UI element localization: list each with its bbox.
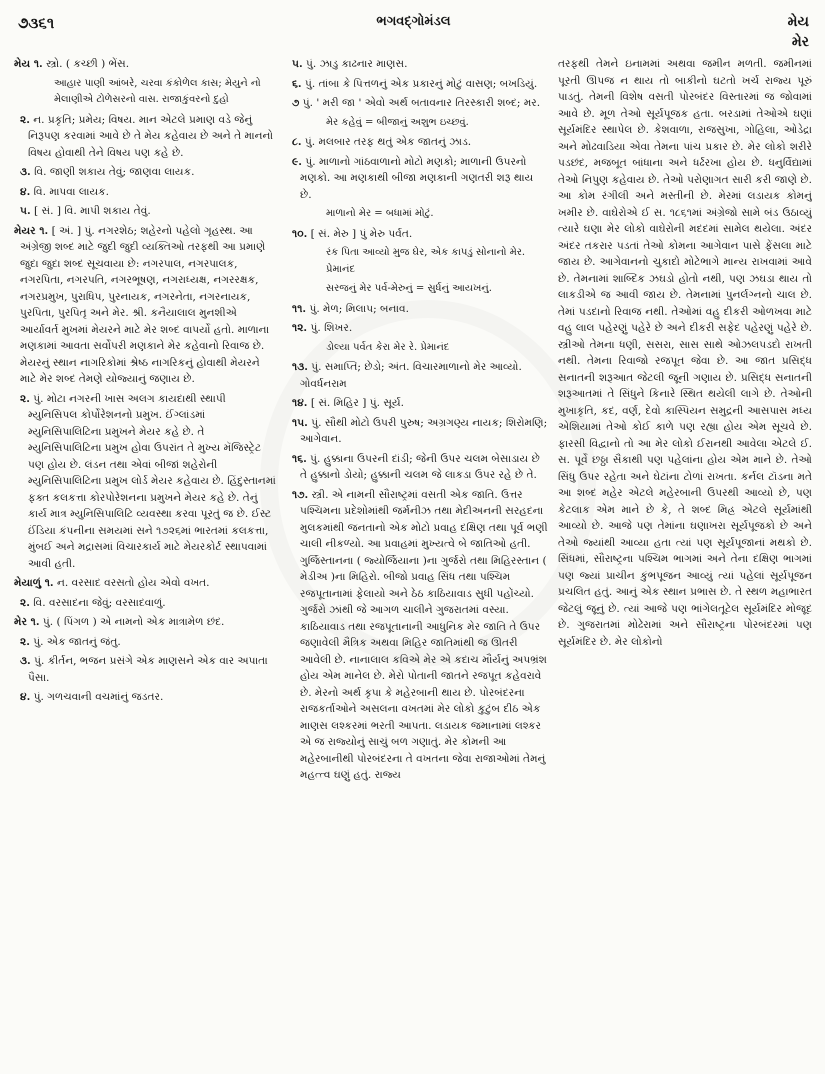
dictionary-entry bbox=[286, 56, 548, 73]
entry-text: વિ. વરસાદના જેવું; વરસાદવાળું. bbox=[29, 596, 166, 609]
entry-headword: ૨. bbox=[20, 596, 30, 609]
entry-text: [ સં. ] વિ. માપી શકાય તેવું. bbox=[30, 205, 151, 217]
guide-word-last: મેર bbox=[791, 34, 809, 50]
entry-headword: મેયાળું ૧. bbox=[14, 577, 54, 589]
dictionary-entry bbox=[14, 223, 276, 388]
entry-headword: મેય ૧. bbox=[14, 58, 43, 70]
column-1 bbox=[14, 56, 276, 1066]
entry-headword: ૯. bbox=[292, 155, 302, 168]
entry-text: [ સં. મેરુ ] પું મેરુ પર્વત. bbox=[307, 227, 413, 240]
entry-headword: ૧૪. bbox=[292, 397, 308, 409]
dictionary-entry bbox=[14, 653, 276, 686]
dictionary-entry bbox=[286, 340, 548, 357]
entry-headword: ૫. bbox=[292, 58, 303, 70]
column-2 bbox=[286, 56, 548, 1066]
dictionary-entry bbox=[286, 415, 548, 448]
continued-paragraph: તરફથી તેમને ઇનામમાં અથવા જમીન મળતી. જમીનમાં પૂરતી ઊપજ ન થાય તો બાકીનો ઘટતો ખર્ચ રાજ્ય પૂરું પાડતું. તેમની વિશેષ વસતી પોરબંદર વિસ્તારમાં જ જોવામાં આવે છે. મૂળ તેઓ સૂર્યપૂજક હતા. બરડામાં તેઓએ ઘણાં સૂર્યમંદિર સ્થાપેલ છે. કેશવાળા, રાજસુખા, ગોહિલા, ઓડેદ્રા અને મોઢવાડિયા એવા તેમના પાંચ પ્રકાર છે. મેર લોકો શરીરે પડછંદ, મજબૂત બાંધાના અને ધર્ઢરખા હોય છે. ધનુર્વિદ્યામાં તેઓ નિપુણ કહેવાય છે. તેઓ પરોણાગત સારી કરી જાણે છે. આ કોમ રંગીલી અને મસ્તીની છે. મેરમાં લડાયક કોમનું ખમીર છે. વાઘેરોએ ઈ સ. ૧૮૬૧માં અંગ્રેજો સામે બંડ ઉઠાવ્યું ત્યારે ઘણા મેર લોકો વાઘેરોની મદદમાં સામેલ થયેલા. અંદર અંદર તકરાર પડતાં તેઓ કોમના આગેવાન પાસે ફેંસલા માટે જાય છે. આગેવાનનો ચુકાદો મોટેભાગે માન્ય રાખવામાં આવે છે. તેમનામાં શાબ્દિક ઝઘડો હોતો નથી, પણ ઝઘડા થાય તો લાકડીએ જ આવી જાય છે. તેમનામાં પુનર્લગ્નનો ચાલ છે. તેમાં પડદાનો રિવાજ નથી. તેઓમાં વહુ દીકરી ઓળખવા માટે વહુ લાલ પહેરણું પહેરે છે અને દીકરી સફેદ પહેરણું પહેરે છે. સ્ત્રીઓ તેમના ધણી, સસરા, સાસ સાથે ઓઝલપડદો રાખતી નથી. તેમના રિવાજો રજપૂત જેવા છે. આ જાત પ્રસિદ્ધ સનાતની શરૂઆત જેટલી જૂની ગણાય છે. પ્રસિદ્ધ સનાતની શરૂઆતમાં તે સિંધુને કિનારે સ્થિત થયેલી લાગે છે. તેઓની મુખાકૃતિ, કદ, વર્ણ, દેવો કાસ્પિયન સમુદ્રની આસપાસ મધ્ય એશિયામાં તેઓ કોઈ કાળે પણ રહ્યા હોય એમ સૂચવે છે. ફારસી વિદ્વાનો તો આ મેર લોકો ઈરાનથી આવેલા એટલે ઈ. સ. પૂર્વે છઠ્ઠા સૈકાથી પણ પહેલાંના હોય એમ માને છે. તેઓ સિંધુ ઉપર રહેતા અને ઘેટાંના ટોળાં રાખતા. કર્નલ ટૉડના મતે આ શબ્દ મહેર એટલે મહેરબાની ઉપરથી આવ્યો છે, પણ કેટલાક એમ માને છે કે, તે શબ્દ મિહ્ર એટલે સૂર્યમાંથી આવ્યો છે. આજે પણ તેમાંના ઘણાખરા સૂર્યપૂજકો છે અને તેઓ જ્યાંથી આવ્યા હતા ત્યાં પણ સૂર્યપૂજાનાં મથકો છે. સિંધમાં, સૌરાષ્ટ્રના પશ્ચિમ ભાગમાં અને તેના દક્ષિણ ભાગમાં પણ જ્યાં પ્રાચીન કુંભપૂજન આવ્યું ત્યાં પહેલાં સૂર્યપૂજન પ્રચલિત હતું. આનું એક સ્થાન પ્રભાસ છે. તે સ્થળ મહાભારત જેટલું જૂનું છે. ત્યાં આજે પણ ભાંગેલતૂટેલ સૂર્યમંદિર મોજૂદ છે. ગુજરાતમાં મોઢેરામાં અને સૌરાષ્ટ્રના પોરબંદરમાં પણ સૂર્યમંદિર છે. મેર લોકોનો bbox=[558, 58, 812, 648]
dictionary-entry bbox=[286, 226, 548, 243]
dictionary-entry bbox=[14, 689, 276, 706]
entry-headword: ૧૬. bbox=[292, 452, 307, 465]
dictionary-entry bbox=[14, 184, 276, 201]
entry-text: માળાનો મેર = બધામાં મોટું. bbox=[326, 208, 434, 219]
entry-text: આહાર પાણી આંબરે, ચરવા કંકોળેલ કાસ; મેયુને નો મેલાણીએ ટોળેસરનો વાસ. રાજાકુંવરનો દુહો bbox=[54, 77, 261, 105]
entry-headword: ૩. bbox=[20, 655, 31, 667]
dictionary-entry bbox=[286, 76, 548, 93]
entry-headword: ૮. bbox=[292, 136, 302, 148]
entry-text: [ અં. ] પું. નગરશેઠ; શહેરનો પહેલો ગૃહસ્થ. આ અંગ્રેજી શબ્દ માટે જુદી જુદી વ્યક્તિઓ તરફથી આ પ્રમાણે જુદા જુદા શબ્દ સૂચવાયા છે: નગરપાલ, નગરપાલક, નગરપિતા, નગરપતિ, નગરભૂષણ, નગરાધ્યક્ષ, નગરરક્ષક, નગરપ્રમુખ, પુરાધિપ, પુરનાયક, નગરનેતા, નગરનાયક, પુરપિતા, પુરપિતૃ અને મેર. શ્રી. કનૈયાલાલ મુનશીએ આર્યાવર્ત મુખમાં મેયરને માટે મેર શબ્દ વાપર્યો હતો. માળાના મણકામાં આવતા સર્વોપરી મણકાને મેર કહેવાનો રિવાજ છે. મેયરનું સ્થાન નાગરિકોમાં શ્રેષ્ઠ નાગરિકનું હોવાથી મેયરને માટે મેર શબ્દ તેમણે યોજ્યાનું જણાય છે. bbox=[20, 224, 270, 385]
entry-text: વિ. માપવા લાયક. bbox=[30, 185, 110, 198]
entry-text: પું. એક જાતનું જંતુ. bbox=[29, 635, 121, 648]
dictionary-entry bbox=[286, 134, 548, 151]
dictionary-entry bbox=[286, 451, 548, 484]
dictionary-entry bbox=[286, 245, 548, 278]
entry-text: પું. સૌથી મોટો ઉપરી પુરુષ; અગ્રગણ્ય નાયક; શિરોમણિ; આગેવાન. bbox=[300, 416, 548, 445]
entry-headword: ૧૧. bbox=[292, 302, 307, 315]
entry-text: ન. વરસાદ વરસતો હોય એવો વખત. bbox=[53, 577, 210, 589]
dictionary-entry bbox=[14, 391, 276, 573]
dictionary-entry bbox=[14, 112, 276, 162]
entry-headword: ૩. bbox=[20, 166, 31, 178]
column-3 bbox=[558, 56, 812, 1066]
entry-headword: ૨. bbox=[20, 635, 30, 648]
entry-text: મેર કહેવું = બીજાનું અશુભ ઇચ્છવું. bbox=[326, 116, 469, 128]
dictionary-entry bbox=[14, 164, 276, 181]
entry-text: પું. માળાનો ગાંઠવાળાનો મોટો મણકો; માળાની ઉપરનો મણકો. આ મણકાથી બીજા મણકાની ગણતરી શરૂ થાય છે. bbox=[300, 155, 534, 201]
entry-headword: ૨. bbox=[20, 392, 30, 405]
entry-text: પું. ઝાડુ કાઢનાર માણસ. bbox=[302, 58, 408, 70]
entry-headword: મેયર ૧. bbox=[14, 224, 49, 237]
entry-text: વિ. જાણી શકાય તેવું; જાણવા લાયક. bbox=[30, 166, 195, 178]
dictionary-entry bbox=[14, 634, 276, 651]
entry-headword: ૬. bbox=[292, 77, 302, 90]
entry-text: પું. શિખર. bbox=[307, 322, 353, 334]
dictionary-entry bbox=[286, 487, 548, 784]
page-title: ભગવદ્ગોમંડલ bbox=[376, 14, 451, 29]
dictionary-entry bbox=[286, 320, 548, 337]
dictionary-entry bbox=[286, 359, 548, 392]
page-header bbox=[14, 10, 813, 56]
entry-text: સ્ત્રો. ( કચ્છી ) ભેંસ. bbox=[42, 58, 130, 70]
guide-word-first: મેય bbox=[787, 14, 809, 30]
entry-text: [ સં. મિહિર ] પું. સૂર્ય. bbox=[307, 397, 405, 409]
entry-text: પું. ( પિંગળ ) એ નામનો એક માત્રામેળ છંદ. bbox=[39, 616, 225, 628]
entry-headword: ૫. bbox=[20, 205, 31, 217]
entry-headword: ૭ bbox=[292, 97, 300, 109]
dictionary-entry bbox=[286, 95, 548, 112]
entry-text: પું. મોટા નગરની ખાસ અલગ કાયદાથી સ્થાપી મ્યુનિસિપલ કોર્પોરેશનનો પ્રમુખ. ઈંગ્લાંડમાં મ્યુનિસિપાલિટિના પ્રમુખને મેયર કહે છે. તે મ્યુનિસિપાલિટિના પ્રમુખ હોવા ઉપરાંત તે મુખ્ય મૅજિસ્ટ્રેટ પણ હોય છે. લંડન તથા એવાં બીજાં શહેરોની મ્યુનિસિપાલિટિના પ્રમુખ લોર્ડ મેયર કહેવાય છે. હિંદુસ્તાનમાં ફક્ત કલકત્તા કોરપોરેશનના પ્રમુખને મેયર કહે છે. તેનું કાર્ય માત્ર મ્યુનિસિપાલિટિ વ્યવસ્થા કરવા પૂરતું જ છે. ઈસ્ટ ઈંડિયા કંપનીના સમયમાં સને ૧૭૨૬માં ભારતમાં કલકત્તા, મુંબઈ અને મદ્રાસમાં વિચારકાર્ય માટે મેયરકોર્ટ સ્થાપવામાં આવી હતી. bbox=[28, 392, 276, 570]
entry-text: પું. ' મરી જા ' એવો અર્થ બતાવનાર તિરસ્કારી શબ્દ; મર. bbox=[299, 97, 541, 109]
entry-text: સ્ત્રી. એ નામની સૌરાષ્ટ્રમાં વસતી એક જાતિ. ઉત્તર પશ્ચિમના પ્રદેશોમાંથી જર્મનીઝ તથા મેદીઅનની સરહદના મુલકમાંથી જનતાનો એક મોટો પ્રવાહ દક્ષિણ તથા પૂર્વ ભણી ચાલી નીકળ્યો. આ પ્રવાહમાં મુખ્યત્વે બે જાતિઓ હતી. ગુર્જિસ્તાનના ( જ્યોર્જિયાના )ના ગુર્જરો તથા મિહિરસ્તાન ( મેડીઅ )ના મિહિરો. બીજો પ્રવાહ સિંધ તથા પશ્ચિમ રજપૂતાનામાં ફેલાયો અને ઠેઠ કાઠિયાવાડ સુધી પહોંચ્યો. ગુર્જરો ઝાંથી જે આગળ ચાલીને ગુજરાતમાં વસ્યા. કાઠિયાવાડ તથા રજપૂતાનાની આધુનિક મેર જાતિ તે ઉપર જણાવેલી મૈત્રિક અથવા મિહિર જાતિમાંથી જ ઊતરી આવેલી છે. નાનાલાલ કવિએ મેર એ કદાચ મૌર્યનું અપભ્રંશ હોય એમ માનેલ છે. મેરો પોતાની જાતને રજપૂત કહેવરાવે છે. મેરનો અર્થ કૃપા કે મહેરબાની થાય છે. પોરબંદરના રાજકર્તાઓને અસલના વખતમાં મેર લોકો કુટુંબ દીઠ એક માણસ લશ્કરમાં ભરતી આપતા. લડાયક જમાનામાં લશ્કર એ જ રાજ્યોનું સાચું બળ ગણાતું. મેર કોમની આ મહેરબાનીથી પોરબંદરના તે વખતના જેવા રાજાઓમાં તેમનું મહત્ત્વ ઘણું હતું. રાજ્ય bbox=[300, 488, 548, 781]
entry-headword: ૧૫. bbox=[292, 416, 308, 429]
entry-text: રંક પિતા આવ્યો મુજ ઘેર, એક કાપડું સોનાનો મેર. પ્રેમાનંદ bbox=[326, 247, 526, 275]
entry-text: પું. હુક્કાના ઉપરની દાંડી; જેની ઉપર ચલમ બેસાડાય છે તે હુક્કાનો ડોયો; હુક્કાની ચલમ જે લાકડા ઉપર રહે છે તે. bbox=[300, 452, 540, 481]
dictionary-entry bbox=[286, 281, 548, 298]
dictionary-entry bbox=[14, 575, 276, 592]
dictionary-entry bbox=[286, 206, 548, 223]
entry-text: પું. સમાપ્તિ; છેડો; અંત. વિચારમાળાનો મેર આવ્યો. ગોવર્ધનરામ bbox=[300, 361, 522, 390]
entry-headword: ૨. bbox=[20, 113, 30, 126]
guide-words bbox=[788, 12, 809, 52]
entry-headword: ૧૨. bbox=[292, 322, 308, 334]
entry-text: સરજનું મેર પર્વ-મેરુનું = સુર્ધનું આયખનું. bbox=[326, 283, 492, 294]
dictionary-entry bbox=[14, 595, 276, 612]
entry-text: પું. તાંબા કે પિત્તળનું એક પ્રકારનું મોટું વાસણ; બખડિયું. bbox=[301, 77, 538, 90]
entry-text: પું. કીર્તન, ભજન પ્રસંગે એક માણસને એક વાર અપાતા પૈસા. bbox=[28, 655, 268, 684]
entry-headword: ૪. bbox=[20, 185, 31, 198]
entry-headword: ૧૦. bbox=[292, 227, 308, 240]
dictionary-entry bbox=[286, 301, 548, 318]
page-number: ૭૩૬૧ bbox=[18, 14, 55, 32]
dictionary-entry bbox=[14, 614, 276, 631]
dictionary-entry bbox=[286, 395, 548, 412]
dictionary-entry bbox=[14, 76, 276, 109]
entry-text: પું. મલબાર તરફ થતું એક જાતનું ઝાડ. bbox=[301, 136, 472, 148]
entry-text: ન. પ્રકૃતિ; પ્રમેય; વિષય. માન એટલે પ્રમાણ વડે જેનું નિરૂપણ કરવામાં આવે છે તે મેય કહેવાય છે અને તે માનનો વિષય હોવાથી તેને વિષય પણ કહે છે. bbox=[28, 113, 274, 159]
entry-headword: ૪. bbox=[20, 691, 31, 703]
entry-headword: ૧૭. bbox=[292, 488, 309, 501]
text-columns bbox=[14, 56, 813, 1066]
dictionary-entry bbox=[14, 56, 276, 73]
entry-headword: મેર ૧. bbox=[14, 616, 40, 628]
dictionary-entry bbox=[14, 203, 276, 220]
entry-text: પું. મેળ; મિલાપ; બનાવ. bbox=[306, 302, 409, 315]
entry-text: ડોલ્યા પર્વત કેરા મેર રે. પ્રેમાનંદ bbox=[326, 341, 450, 353]
entry-headword: ૧૩. bbox=[292, 361, 308, 373]
dictionary-entry bbox=[286, 154, 548, 204]
entry-text: પું. ગળચવાની વચમાંનું જડતર. bbox=[30, 691, 164, 703]
dictionary-entry bbox=[286, 115, 548, 132]
